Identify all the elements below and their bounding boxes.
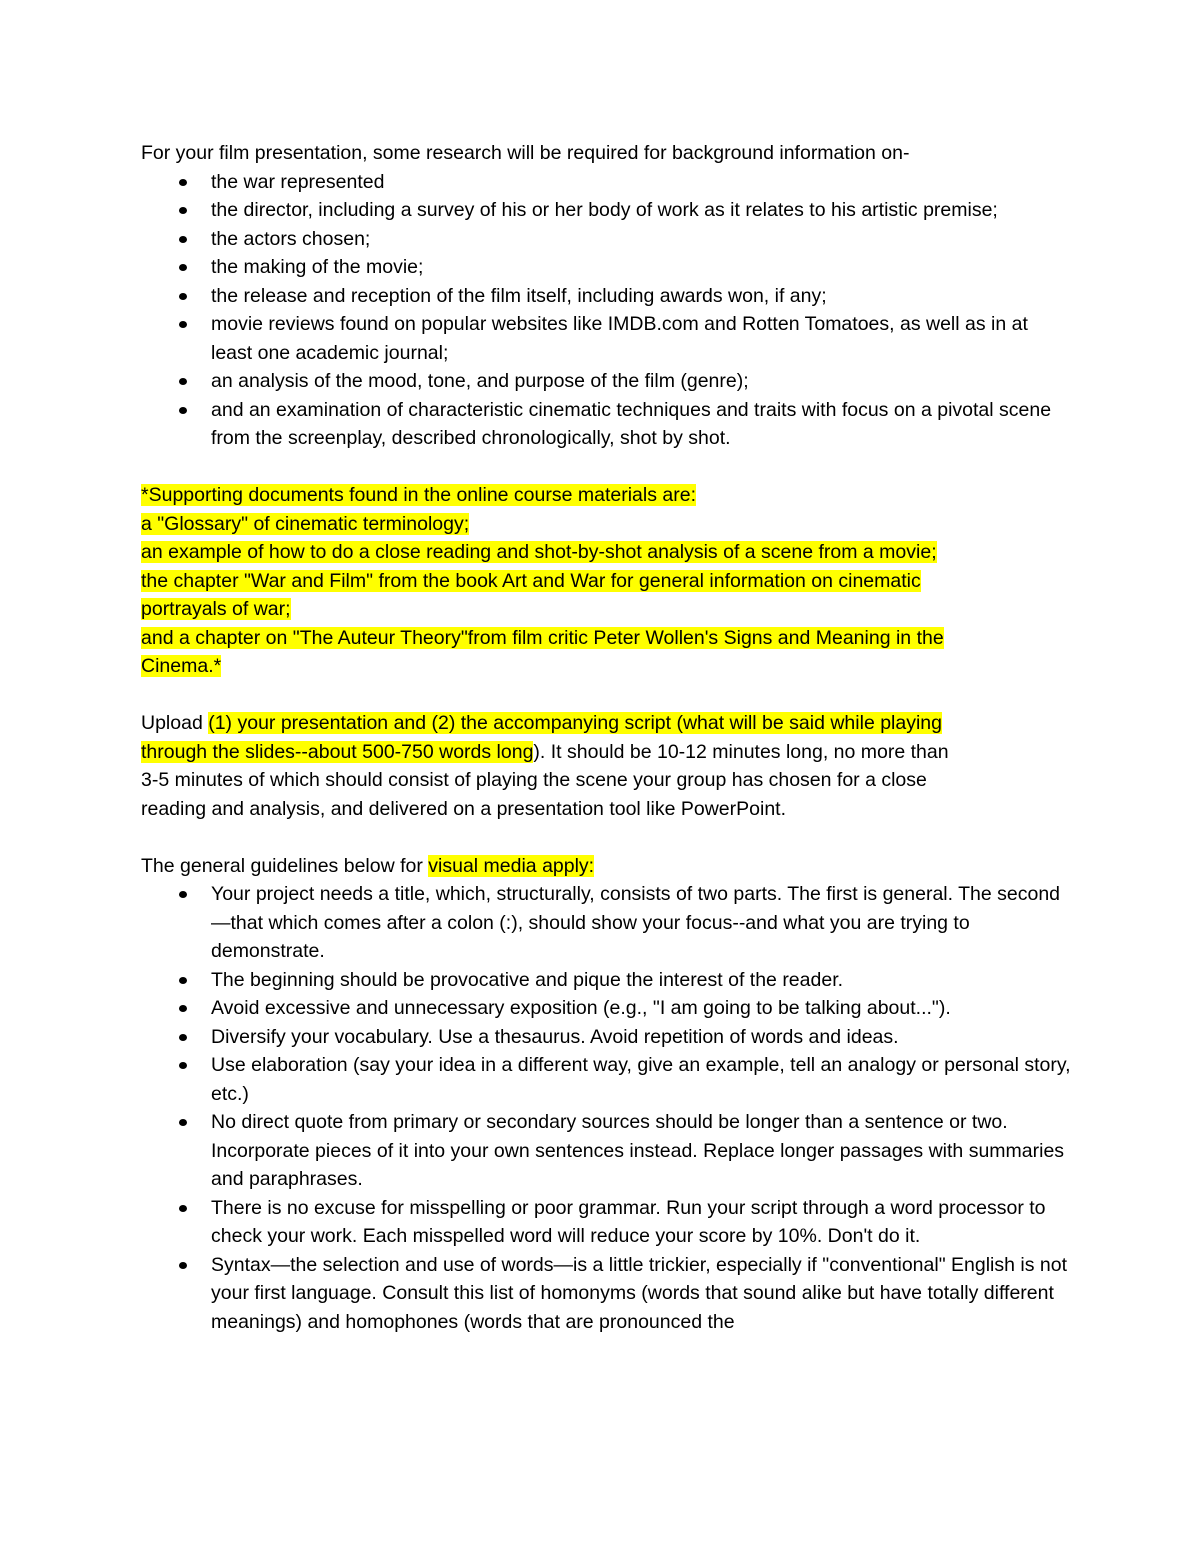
- guidelines-list: [141, 880, 1071, 1336]
- list-item: The beginning should be provocative and pique the interest of the reader.: [141, 966, 1071, 995]
- research-list: [141, 168, 1071, 453]
- guidelines-intro: The general guidelines below for visual media apply:: [141, 854, 595, 877]
- list-item: Diversify your vocabulary. Use a thesaurus. Avoid repetition of words and ideas.: [141, 1023, 1071, 1052]
- bullet-icon: [179, 1034, 187, 1041]
- list-item: and an examination of characteristic cinematic techniques and traits with focus on a pivotal scene from the screenplay, described chronologically, shot by shot.: [141, 396, 1071, 453]
- bullet-icon: [179, 407, 187, 414]
- document-page: [141, 139, 1071, 1336]
- list-item: an analysis of the mood, tone, and purpose of the film (genre);: [141, 367, 1071, 396]
- bullet-icon: [179, 264, 187, 271]
- list-item: the war represented: [141, 168, 1071, 197]
- list-item: Your project needs a title, which, structurally, consists of two parts. The first is general. The second—that which comes after a colon (:), should show your focus--and what you are trying to demonstrate.: [141, 880, 1071, 966]
- bullet-icon: [179, 1205, 187, 1212]
- list-item: the actors chosen;: [141, 225, 1071, 254]
- guidelines-highlight: visual media apply:: [428, 854, 595, 877]
- list-item: movie reviews found on popular websites like IMDB.com and Rotten Tomatoes, as well as in at least one academic journal;: [141, 310, 1071, 367]
- bullet-icon: [179, 1062, 187, 1069]
- list-item: Avoid excessive and unnecessary exposition (e.g., "I am going to be talking about...").: [141, 994, 1071, 1023]
- supporting-line: the chapter "War and Film" from the book Art and War for general information on cinematic: [141, 569, 921, 592]
- list-item: Syntax—the selection and use of words—is a little trickier, especially if "conventional" English is not your first language. Consult this list of homonyms (words that sound alike but have totally different meanings) and homophones (words that are pronounced the: [141, 1251, 1071, 1337]
- bullet-icon: [179, 1005, 187, 1012]
- bullet-icon: [179, 1119, 187, 1126]
- spacer: [141, 453, 1071, 482]
- supporting-line: portrayals of war;: [141, 598, 291, 620]
- bullet-icon: [179, 891, 187, 898]
- list-item: Use elaboration (say your idea in a different way, give an example, tell an analogy or personal story, etc.): [141, 1051, 1071, 1108]
- bullet-icon: [179, 236, 187, 243]
- bullet-icon: [179, 1262, 187, 1269]
- upload-highlight: through the slides--about 500-750 words long: [141, 740, 534, 763]
- supporting-line: and a chapter on "The Auteur Theory"from film critic Peter Wollen's Signs and Meaning in the: [141, 626, 944, 649]
- supporting-line: *Supporting documents found in the online course materials are:: [141, 484, 696, 506]
- intro-paragraph: For your film presentation, some research will be required for background information on-: [141, 142, 910, 164]
- supporting-documents-block: [141, 481, 1071, 681]
- upload-highlight: (1) your presentation and (2) the accompanying script (what will be said while playing: [208, 712, 943, 734]
- spacer: [141, 681, 1071, 710]
- list-item: There is no excuse for misspelling or poor grammar. Run your script through a word processor to check your work. Each misspelled word will reduce your score by 10%. Don't do it.: [141, 1194, 1071, 1251]
- bullet-icon: [179, 179, 187, 186]
- supporting-line: an example of how to do a close reading and shot-by-shot analysis of a scene from a movie;: [141, 541, 937, 563]
- bullet-icon: [179, 321, 187, 328]
- bullet-icon: [179, 977, 187, 984]
- bullet-icon: [179, 378, 187, 385]
- list-item: the release and reception of the film itself, including awards won, if any;: [141, 282, 1071, 311]
- bullet-icon: [179, 207, 187, 214]
- list-item: No direct quote from primary or secondary sources should be longer than a sentence or two. Incorporate pieces of it into your own sentences instead. Replace longer passages with summaries and paraphrases.: [141, 1108, 1071, 1194]
- list-item: the director, including a survey of his or her body of work as it relates to his artistic premise;: [141, 196, 1071, 225]
- supporting-line: a "Glossary" of cinematic terminology;: [141, 512, 470, 535]
- supporting-line: Cinema.*: [141, 655, 222, 677]
- spacer: [141, 823, 1071, 852]
- upload-paragraph: Upload (1) your presentation and (2) the accompanying script (what will be said while playing through the slides--about 500-750 words long). It should be 10-12 minutes long, no more than 3-5 minutes of which should consist of playing the scene your group has chosen for a close reading and analysis, and delivered on a presentation tool like PowerPoint.: [141, 712, 949, 820]
- bullet-icon: [179, 293, 187, 300]
- list-item: the making of the movie;: [141, 253, 1071, 282]
